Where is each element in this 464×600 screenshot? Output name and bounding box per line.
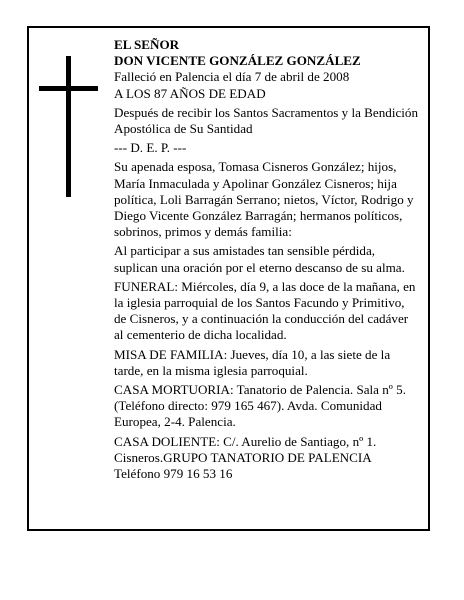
request-paragraph: Al participar a sus amistades tan sensible pérdida, suplican una oración por el eterno descanso de su alma. — [114, 243, 405, 275]
deceased-name: DON VICENTE GONZÁLEZ GONZÁLEZ — [114, 53, 361, 69]
age-line: A LOS 87 AÑOS DE EDAD — [114, 85, 266, 101]
mourning-house-paragraph: CASA DOLIENTE: C/. Aurelio de Santiago, nº 1. Cisneros.GRUPO TANATORIO DE PALENCIA Teléfono 979 16 53 16 — [114, 433, 377, 482]
cross-icon-bar — [39, 86, 98, 91]
funeral-paragraph: FUNERAL: Miércoles, día 9, a las doce de la mañana, en la iglesia parroquial de los Santos Facundo y Primitivo, de Cisneros, y a continuación la conducción del cadáver al cementerio de dicha localidad. — [114, 278, 416, 343]
obituary-text — [114, 37, 420, 485]
sacraments-paragraph: Después de recibir los Santos Sacramentos y la Bendición Apostólica de Su Santidad — [114, 104, 418, 137]
mortuary-paragraph: CASA MORTUORIA: Tanatorio de Palencia. Sala nº 5. (Teléfono directo: 979 165 467). Avda. Comunidad Europea, 2-4. Palencia. — [114, 382, 406, 430]
cross-icon — [66, 56, 71, 197]
family-paragraph: Su apenada esposa, Tomasa Cisneros González; hijos, María Inmaculada y Apolinar González Cisneros; hija política, Loli Barragán Serrano; nietos, Víctor, Rodrigo y Diego Vicente González Barragán; hermanos políticos, sobrinos, primos y demás familia: — [114, 159, 414, 240]
rip-line: --- D. E. P. --- — [114, 140, 187, 156]
death-date-line: Falleció en Palencia el día 7 de abril de 2008 — [114, 69, 350, 85]
title-line-1: EL SEÑOR — [114, 37, 180, 52]
family-mass-paragraph: MISA DE FAMILIA: Jueves, día 10, a las siete de la tarde, en la misma iglesia parroquial. — [114, 346, 391, 378]
